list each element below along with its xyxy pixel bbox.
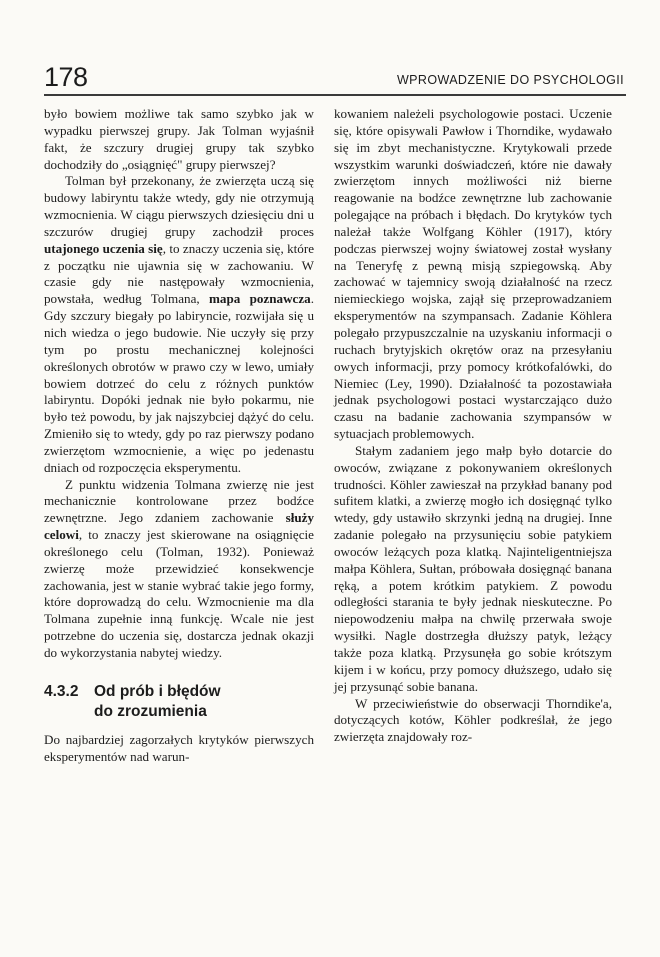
header-rule bbox=[44, 94, 626, 96]
key-term: służy celowi bbox=[44, 510, 314, 543]
paragraph: kowaniem należeli psychologowie postaci. Uczenie się, które opisywali Pawłow i Thorndike, wydawało się im zbyt mechanistyczne. Krytykowali przede wszystkim warunki doświadczeń, które nie dawały zwierzętom innych możliwości niż bierne reagowanie na bodźce zewnętrzne lub zachowanie polegające na próbach i błędach. Do krytyków tych należał także Wolfgang Köhler (1917), który podczas pierwszej wojny światowej został wysłany na Teneryfę z pewną misją szpiegowską. Aby zachować w tajemnicy swoją działalność na rzecz niemieckiego wojska, zajął się przeprowadzaniem eksperymentów na szympansach. Zadanie Köhlera polegało przypuszczalnie na uzyskaniu informacji o ruchach brytyjskich okrętów oraz na przesyłaniu owych informacji, przy pomocy krótkofalówki, do Niemiec (Ley, 1990). Działalność ta pozostawiała jednak psychologowi postaci wystarczająco dużo czasu na badanie zachowania szympansów w sytuacjach problemowych. bbox=[334, 106, 612, 442]
paragraph: Stałym zadaniem jego małp było dotarcie do owoców, związane z pokonywaniem określonych trudności. Köhler zawieszał na przykład banany pod sufitem klatki, a zwierzę mogło ich dosięgnąć tylko wtedy, gdy ustawiło skrzynki jedną na drugiej. Inne zadanie polegało na przysunięciu sobie patykiem owoców leżących poza klatką. Najinteligentniejsza małpa Köhlera, Sułtan, próbowała dosięgnąć banana ręką, a potem krótkim patykiem. Z powodu odległości starania te były jednak nieskuteczne. Po niepowodzeniu małpa na chwilę przerwała swoje wysiłki. Nagle dostrzegła dłuższy patyk, leżący także poza klatką. Przysunęła go sobie krótszym kijem i w końcu, przy pomocy dłuższego, udało się jej przysunąć sobie banana. bbox=[334, 442, 612, 694]
text-run: Z punktu widzenia Tolmana zwierzę nie jest mechanicznie kontrolowane przez bodźce zewnętrzne. Jego zdaniem zachowanie bbox=[44, 476, 314, 526]
section-title-line1: Od prób i błędów bbox=[94, 682, 221, 700]
paragraph: Do najbardziej zagorzałych krytyków pierwszych eksperymentów nad warun- bbox=[44, 731, 314, 764]
paragraph bbox=[44, 173, 314, 476]
text-run: , to znaczy jest skierowane na osiągnięcie określonego celu (Tolman, 1932). Ponieważ zwierzę może przewidzieć konsekwencje zachowania, jest w stanie wybrać takie jego formy, które doprowadzą do celu. Wzmocnienie ma dla Tolmana zupełnie inną funkcję. Wcale nie jest potrzebne do uczenia się, dostarcza jednak okazji do wykorzystania nabytej wiedzy. bbox=[44, 527, 314, 660]
running-title: WPROWADZENIE DO PSYCHOLOGII bbox=[396, 73, 624, 87]
page-number: 178 bbox=[44, 62, 88, 92]
paragraph bbox=[44, 477, 314, 662]
text-run: Tolman był przekonany, że zwierzęta uczą się budowy labiryntu także wtedy, gdy nie otrzymują wzmocnienia. W ciągu pierwszych dziesięciu dni u szczurów drugiej grupy zachodził proces bbox=[44, 173, 314, 239]
paragraph: W przeciwieństwie do obserwacji Thorndike'a, dotyczących kotów, Köhler podkreślał, że jego zwierzęta znajdowały roz- bbox=[334, 695, 612, 745]
section-heading bbox=[44, 682, 314, 722]
page-header bbox=[44, 62, 624, 98]
right-column bbox=[334, 106, 612, 746]
key-term: utajonego uczenia się bbox=[44, 240, 163, 256]
left-column bbox=[44, 106, 314, 766]
text-run: . Gdy szczury biegały po labiryncie, rozwijała się u nich wiedza o jego budowie. Nie uczyły się przy tym po prostu mechanicznej kolejności określonych obrotów w prawo czy w lewo, umiały bowiem dotrzeć do celu z różnych punktów labiryntu. Dopóki jednak nie było pokarmu, nie było też powodu, by jak najszybciej dążyć do celu. Zmieniło się to wtedy, gdy po raz pierwszy podano zwierzętom wzmocnienie, a więc po jedenastu dniach od rozpoczęcia eksperymentu. bbox=[44, 291, 314, 475]
text-run: , to znaczy uczenia się, które z początku nie ujawnia się w zachowaniu. W czasie gdy nie następowały wzmocnienia, powstała, według Tolmana, bbox=[44, 240, 315, 307]
key-term: mapa poznawcza bbox=[209, 291, 311, 307]
section-title-line2: do zrozumienia bbox=[94, 702, 207, 720]
paragraph: było bowiem możliwe tak samo szybko jak w wypadku pierwszej grupy. Jak Tolman wyjaśnił fakt, że szczury drugiej grupy tak szybko dochodziły do „osiągnięć" grupy pierwszej? bbox=[44, 106, 314, 172]
section-number: 4.3.2 bbox=[44, 682, 79, 700]
